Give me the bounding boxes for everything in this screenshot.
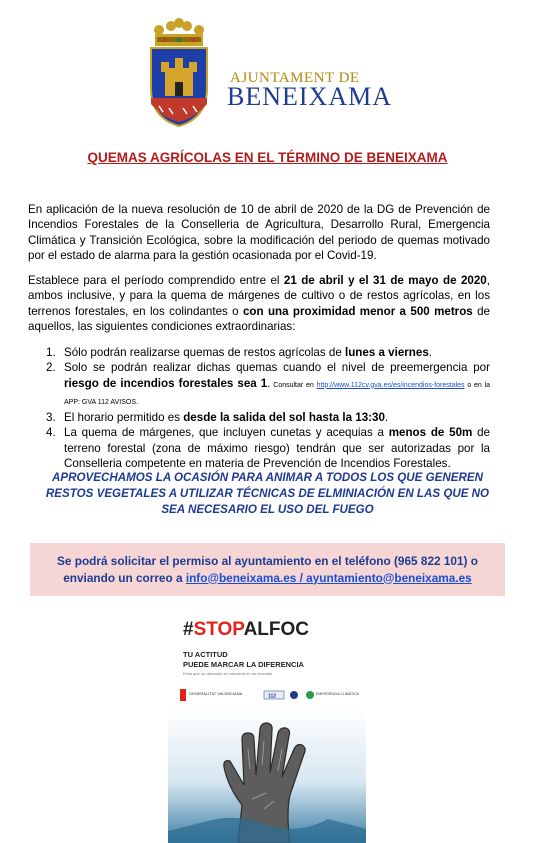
poster-tagline bbox=[183, 650, 304, 670]
org-name: BENEIXAMA bbox=[227, 82, 392, 111]
p2-text-1: Establece para el período comprendido entre el bbox=[28, 274, 284, 287]
org-prefix: AJUNTAMENT DE bbox=[230, 70, 360, 86]
list-item-text: de terreno forestal (zona de máximo riesgo) tendrán que ser autorizadas por la Conselleria competente en materia de Prevención de Incendios Forestales. bbox=[64, 426, 490, 471]
hashtag-stop: STOP bbox=[193, 619, 244, 640]
list-item-number: 2. bbox=[46, 361, 56, 375]
list-item bbox=[28, 345, 490, 360]
p2-distance: con una proximidad menor a 500 metros bbox=[242, 304, 473, 318]
burnt-hand-illustration-icon bbox=[168, 709, 366, 843]
stopalfoc-poster bbox=[168, 605, 366, 843]
hashtag-rest: ALFOC bbox=[243, 619, 309, 640]
list-item-text: Sólo podrán realizarse quemas de restos agrícolas de bbox=[64, 346, 345, 359]
list-item bbox=[28, 425, 490, 471]
intro-paragraph: En aplicación de la nueva resolución de 10 de abril de 2020 de la DG de Prevención de Incendios Forestales de la Conselleria de Agricultura, Desarrollo Rural, Emergencia Climática y Transición Ecológica, sobre la modificación del periodo de quemas motivado por el estado de alarma para la gestión ocasionada por el Covid-19. bbox=[28, 203, 490, 262]
list-item-text: . bbox=[384, 411, 389, 425]
list-item-text: . bbox=[267, 376, 271, 390]
list-item-number: 4. bbox=[46, 426, 56, 440]
p2-text-2: , ambos inclusive, y para la quema de márgenes de cultivo o de restos agrícolas, en los terrenos forestales, en los colindantes o bbox=[28, 274, 490, 318]
list-item-emphasis: lunes a viernes bbox=[344, 346, 429, 359]
sponsor-logos-icon bbox=[180, 685, 360, 705]
list-item-number: 1. bbox=[46, 346, 56, 359]
p2-text-3: de aquellos, las siguientes condiciones extraordinarias: bbox=[28, 304, 490, 333]
logo-emergencia: EMERGÈNCIA CLIMÀTICA bbox=[316, 692, 359, 696]
consult-note-prefix: Consultar en bbox=[270, 381, 317, 389]
poster-tagline-1: TU ACTITUD bbox=[183, 650, 228, 659]
contact-email-link[interactable]: info@beneixama.es / ayuntamiento@beneixama.es bbox=[185, 570, 472, 585]
conditions-list bbox=[28, 345, 490, 471]
page-title: QUEMAS AGRÍCOLAS EN EL TÉRMINO DE BENEIXAMA bbox=[87, 150, 448, 165]
list-item-emphasis: riesgo de incendios forestales sea 1 bbox=[64, 376, 268, 390]
list-item-emphasis: desde la salida del sol hasta la 13:30 bbox=[183, 411, 385, 425]
contact-line-2-prefix: enviando un correo a bbox=[63, 570, 186, 585]
hashtag-symbol: # bbox=[183, 619, 194, 640]
contact-line-1: Se podrá solicitar el permiso al ayuntamiento en el teléfono (965 822 101) o bbox=[57, 554, 478, 568]
logo-generalitat: GENERALITAT VALENCIANA bbox=[189, 691, 243, 696]
list-item-text: Solo se podrán realizar dichas quemas cuando el nivel de preemergencia por bbox=[64, 361, 490, 375]
conditions-intro-paragraph bbox=[28, 273, 490, 334]
p2-date-range: 21 de abril y el 31 de mayo de 2020 bbox=[283, 274, 487, 287]
list-item-text: El horario permitido es bbox=[64, 411, 184, 425]
list-item-text: . bbox=[428, 346, 432, 359]
poster-subline: Evita que un descuido se convierta en un incendio bbox=[183, 671, 273, 676]
poster-hashtag bbox=[183, 619, 309, 641]
logo-112: 112 bbox=[268, 693, 277, 700]
list-item bbox=[28, 360, 490, 410]
list-item-text: La quema de márgenes, que incluyen cunetas y acequias a bbox=[64, 426, 389, 440]
consult-note-suffix: o en la APP: GVA 112 AVISOS. bbox=[64, 381, 490, 406]
page-header bbox=[145, 18, 392, 128]
municipal-crest-icon bbox=[145, 18, 213, 128]
list-item bbox=[28, 410, 490, 425]
list-item-emphasis: menos de 50m bbox=[388, 426, 473, 440]
incendios-forestales-link[interactable]: http://www.112cv.gva.es/es/incendios-forestales bbox=[316, 381, 465, 389]
list-item-number: 3. bbox=[46, 411, 56, 425]
contact-box bbox=[30, 543, 505, 596]
poster-logos bbox=[180, 685, 360, 705]
callout-message: APROVECHAMOS LA OCASIÓN PARA ANIMAR A TODOS LOS QUE GENEREN RESTOS VEGETALES A UTILIZAR TÉCNICAS DE ELMINIACIÓN EN LAS QUE NO SEA NECESARIO EL USO DEL FUEGO bbox=[45, 471, 490, 516]
contact-text bbox=[30, 553, 505, 586]
poster-tagline-2: PUEDE MARCAR LA DIFERENCIA bbox=[183, 660, 304, 669]
